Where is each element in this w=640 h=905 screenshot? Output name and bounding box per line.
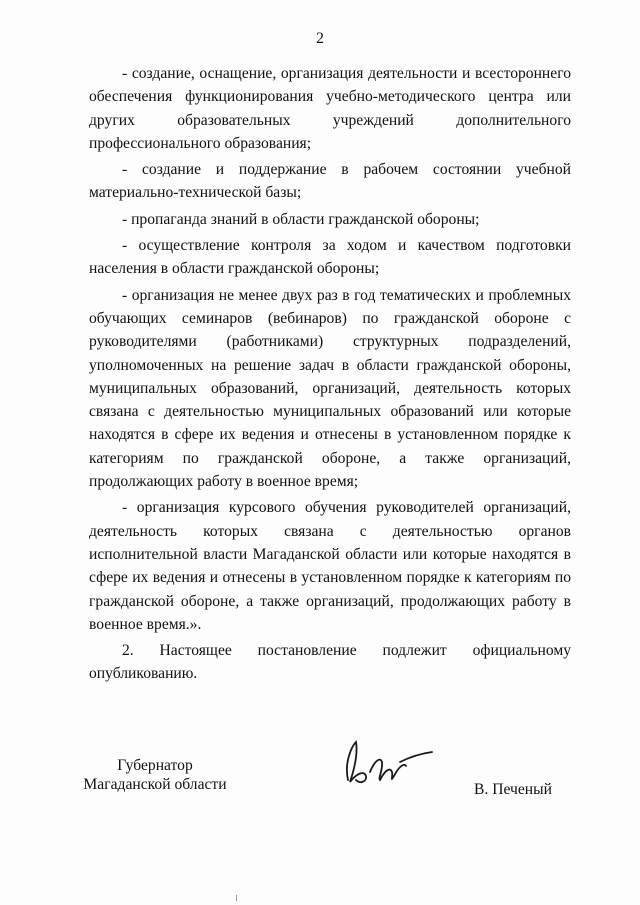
signatory-title-line2: Магаданской области bbox=[83, 776, 227, 793]
page-number: 2 bbox=[316, 30, 324, 47]
paragraph-course-training: - организация курсового обучения руководителей организаций, деятельность которых связана с деятельностью органов исполнительной власти Магаданской области или которые находятся в сфере их ведения и отнесены в установленном порядке к категориям по гражданской обороне, а также организаций, продолжающих работу в военное время.». bbox=[89, 499, 571, 633]
scan-mark bbox=[236, 895, 237, 901]
paragraph-control: - осуществление контроля за ходом и качеством подготовки населения в области гражданской обороны; bbox=[89, 237, 571, 278]
handwritten-signature bbox=[334, 732, 444, 792]
paragraph-propaganda: - пропаганда знаний в области гражданской обороны; bbox=[122, 210, 480, 228]
paragraph-seminars: - организация не менее двух раз в год тематических и проблемных обучающих семинаров (вебинаров) по гражданской обороне с руководителями (работниками) структурных подразделений, уполномоченных на решение задач в области гражданской обороны, муниципальных образований, организаций, деятельность которых связана с деятельностью муниципальных образований или которые находятся в сфере их ведения и отнесены в установленном порядке к категориям по гражданской обороне, а также организаций, продолжающих работу в военное время; bbox=[89, 286, 571, 491]
paragraph-training-center: - создание, оснащение, организация деятельности и всестороннего обеспечения функционирования учебно-методического центра или других образовательных учреждений дополнительного профессионального образования; bbox=[89, 65, 571, 152]
paragraph-material-base: - создание и поддержание в рабочем состоянии учебной материально-технической базы; bbox=[89, 161, 571, 202]
signatory-title-line1: Губернатор bbox=[117, 757, 193, 774]
signatory-title bbox=[80, 756, 230, 794]
signatory-name: В. Печеный bbox=[474, 781, 552, 798]
paragraph-publication: 2. Настоящее постановление подлежит официальному опубликованию. bbox=[89, 642, 571, 683]
document-body bbox=[89, 62, 571, 689]
